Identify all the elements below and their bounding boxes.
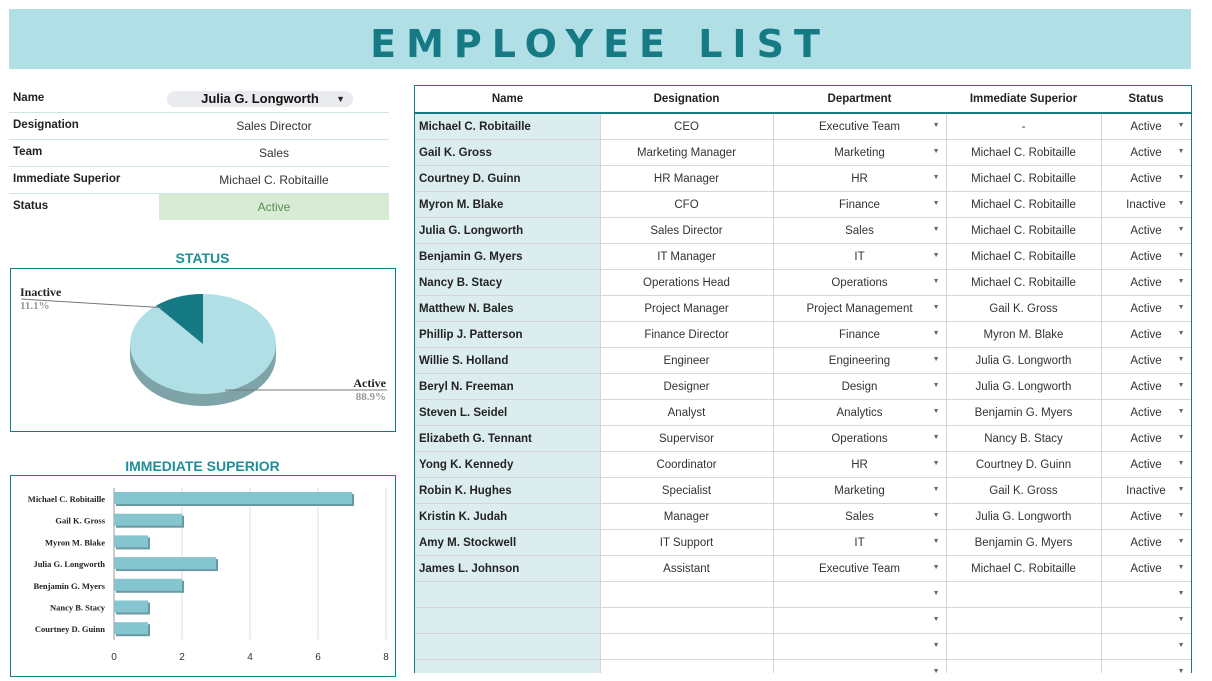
superior-value: Michael C. Robitaille bbox=[219, 173, 329, 187]
status-cell[interactable]: Active ▼ bbox=[1101, 348, 1191, 374]
table-row bbox=[415, 452, 1191, 478]
superior-cell: Benjamin G. Myers bbox=[946, 400, 1101, 426]
name-cell: Phillip J. Patterson bbox=[415, 322, 600, 348]
bar-x-tick: 4 bbox=[247, 651, 253, 663]
status-cell[interactable]: Active ▼ bbox=[1101, 556, 1191, 582]
col-header-name: Name bbox=[415, 86, 600, 113]
superior-cell: Michael C. Robitaille bbox=[946, 270, 1101, 296]
table-row bbox=[415, 634, 1191, 660]
bar bbox=[114, 492, 352, 504]
status-cell[interactable]: Active ▼ bbox=[1101, 270, 1191, 296]
department-cell[interactable]: Project Management ▼ bbox=[773, 296, 946, 322]
table-row bbox=[415, 478, 1191, 504]
table-header-row bbox=[415, 86, 1191, 113]
designation-cell bbox=[600, 582, 773, 608]
superior-cell: Michael C. Robitaille bbox=[946, 556, 1101, 582]
bar bbox=[114, 601, 148, 613]
name-cell: Robin K. Hughes bbox=[415, 478, 600, 504]
name-cell: Julia G. Longworth bbox=[415, 218, 600, 244]
status-cell[interactable]: Active ▼ bbox=[1101, 140, 1191, 166]
superior-cell: Nancy B. Stacy bbox=[946, 426, 1101, 452]
superior-cell: Michael C. Robitaille bbox=[946, 192, 1101, 218]
name-cell: Yong K. Kennedy bbox=[415, 452, 600, 478]
status-cell[interactable] bbox=[1101, 634, 1191, 660]
status-cell[interactable] bbox=[1101, 608, 1191, 634]
status-cell[interactable]: Inactive ▼ bbox=[1101, 192, 1191, 218]
team-label: Team bbox=[13, 146, 43, 158]
status-cell[interactable]: Active ▼ bbox=[1101, 166, 1191, 192]
employee-name-select[interactable] bbox=[167, 91, 353, 107]
page-title: EMPLOYEE LIST bbox=[370, 22, 830, 66]
designation-cell: Engineer bbox=[600, 348, 773, 374]
status-cell[interactable]: Active ▼ bbox=[1101, 504, 1191, 530]
superior-cell bbox=[946, 660, 1101, 674]
info-row-status bbox=[9, 194, 389, 220]
status-cell[interactable]: Active ▼ bbox=[1101, 426, 1191, 452]
name-cell: Michael C. Robitaille bbox=[415, 113, 600, 140]
bar-x-tick: 8 bbox=[383, 651, 389, 663]
designation-label: Designation bbox=[13, 119, 79, 131]
designation-cell bbox=[600, 634, 773, 660]
name-cell: Steven L. Seidel bbox=[415, 400, 600, 426]
bar-category-label: Michael C. Robitaille bbox=[27, 494, 105, 504]
col-header-superior: Immediate Superior bbox=[946, 86, 1101, 113]
table-row bbox=[415, 608, 1191, 634]
bar-category-label: Julia G. Longworth bbox=[33, 559, 105, 570]
designation-value: Sales Director bbox=[236, 119, 312, 133]
designation-cell: IT Support bbox=[600, 530, 773, 556]
designation-cell bbox=[600, 660, 773, 674]
designation-cell: Analyst bbox=[600, 400, 773, 426]
table-row bbox=[415, 426, 1191, 452]
status-pie-svg bbox=[11, 269, 395, 431]
department-cell[interactable]: Analytics ▼ bbox=[773, 400, 946, 426]
department-cell[interactable]: Executive Team ▼ bbox=[773, 113, 946, 140]
designation-cell: HR Manager bbox=[600, 166, 773, 192]
superior-cell: Courtney D. Guinn bbox=[946, 452, 1101, 478]
table-row bbox=[415, 113, 1191, 140]
bar bbox=[114, 622, 148, 634]
table-row bbox=[415, 166, 1191, 192]
name-cell: Beryl N. Freeman bbox=[415, 374, 600, 400]
info-row-name bbox=[9, 86, 389, 113]
department-cell[interactable] bbox=[773, 582, 946, 608]
name-label: Name bbox=[13, 92, 45, 104]
department-cell[interactable]: Executive Team ▼ bbox=[773, 556, 946, 582]
table-row bbox=[415, 374, 1191, 400]
bar-category-label: Courtney D. Guinn bbox=[34, 624, 105, 635]
superior-bar-svg bbox=[11, 476, 395, 676]
name-cell: Matthew N. Bales bbox=[415, 296, 600, 322]
department-cell[interactable]: Sales ▼ bbox=[773, 218, 946, 244]
department-cell[interactable]: Marketing ▼ bbox=[773, 140, 946, 166]
status-cell[interactable]: Active ▼ bbox=[1101, 218, 1191, 244]
superior-label: Immediate Superior bbox=[13, 173, 121, 185]
superior-cell: Michael C. Robitaille bbox=[946, 244, 1101, 270]
superior-cell: Michael C. Robitaille bbox=[946, 140, 1101, 166]
status-value: Active bbox=[159, 194, 389, 220]
status-cell[interactable]: Active ▼ bbox=[1101, 322, 1191, 348]
pie-value-inactive: 11.1% bbox=[20, 300, 50, 312]
bar-x-tick: 0 bbox=[111, 651, 117, 663]
name-cell bbox=[415, 660, 600, 674]
table-row bbox=[415, 660, 1191, 674]
info-row-superior bbox=[9, 167, 389, 194]
table-row bbox=[415, 140, 1191, 166]
pie-label-inactive: Inactive bbox=[20, 285, 62, 299]
name-cell: James L. Johnson bbox=[415, 556, 600, 582]
superior-cell: Gail K. Gross bbox=[946, 478, 1101, 504]
designation-cell: CFO bbox=[600, 192, 773, 218]
name-cell: Nancy B. Stacy bbox=[415, 270, 600, 296]
bar bbox=[114, 514, 182, 526]
name-cell: Amy M. Stockwell bbox=[415, 530, 600, 556]
table-row bbox=[415, 530, 1191, 556]
designation-cell: Sales Director bbox=[600, 218, 773, 244]
superior-cell: Julia G. Longworth bbox=[946, 374, 1101, 400]
superior-cell: Michael C. Robitaille bbox=[946, 218, 1101, 244]
employee-table bbox=[414, 85, 1192, 673]
designation-cell: Assistant bbox=[600, 556, 773, 582]
department-cell[interactable]: Operations ▼ bbox=[773, 270, 946, 296]
status-cell[interactable]: Active ▼ bbox=[1101, 374, 1191, 400]
status-cell[interactable]: Active ▼ bbox=[1101, 452, 1191, 478]
pie-value-active: 88.9% bbox=[355, 391, 386, 403]
table-row bbox=[415, 582, 1191, 608]
status-cell[interactable] bbox=[1101, 582, 1191, 608]
status-cell[interactable]: Active ▼ bbox=[1101, 296, 1191, 322]
superior-cell: Benjamin G. Myers bbox=[946, 530, 1101, 556]
info-row-designation bbox=[9, 113, 389, 140]
name-cell: Courtney D. Guinn bbox=[415, 166, 600, 192]
superior-chart bbox=[10, 475, 396, 677]
table-row bbox=[415, 556, 1191, 582]
department-cell[interactable]: IT ▼ bbox=[773, 530, 946, 556]
bar-x-tick: 6 bbox=[315, 651, 321, 663]
status-cell[interactable]: Active ▼ bbox=[1101, 113, 1191, 140]
department-cell[interactable]: HR ▼ bbox=[773, 166, 946, 192]
table-row bbox=[415, 322, 1191, 348]
superior-cell bbox=[946, 582, 1101, 608]
designation-cell: Manager bbox=[600, 504, 773, 530]
status-cell[interactable]: Active ▼ bbox=[1101, 400, 1191, 426]
status-cell[interactable] bbox=[1101, 660, 1191, 674]
status-chart bbox=[10, 268, 396, 432]
department-cell[interactable]: Sales ▼ bbox=[773, 504, 946, 530]
name-cell: Benjamin G. Myers bbox=[415, 244, 600, 270]
name-cell bbox=[415, 608, 600, 634]
department-cell[interactable]: Marketing ▼ bbox=[773, 478, 946, 504]
team-value: Sales bbox=[258, 146, 290, 160]
superior-cell: Michael C. Robitaille bbox=[946, 166, 1101, 192]
table-row bbox=[415, 296, 1191, 322]
superior-cell: - bbox=[946, 113, 1101, 140]
name-cell bbox=[415, 582, 600, 608]
employee-name-value: Julia G. Longworth bbox=[201, 91, 319, 106]
designation-cell: Marketing Manager bbox=[600, 140, 773, 166]
designation-cell bbox=[600, 608, 773, 634]
table-row bbox=[415, 504, 1191, 530]
col-header-status: Status bbox=[1101, 86, 1191, 113]
designation-cell: Designer bbox=[600, 374, 773, 400]
col-header-department: Department bbox=[773, 86, 946, 113]
department-cell[interactable]: Finance ▼ bbox=[773, 192, 946, 218]
name-cell: Willie S. Holland bbox=[415, 348, 600, 374]
name-cell bbox=[415, 634, 600, 660]
designation-cell: Project Manager bbox=[600, 296, 773, 322]
name-cell: Gail K. Gross bbox=[415, 140, 600, 166]
superior-cell: Julia G. Longworth bbox=[946, 348, 1101, 374]
name-cell: Kristin K. Judah bbox=[415, 504, 600, 530]
bar-category-label: Gail K. Gross bbox=[55, 515, 105, 526]
superior-chart-title: IMMEDIATE SUPERIOR bbox=[125, 458, 280, 474]
name-cell: Elizabeth G. Tennant bbox=[415, 426, 600, 452]
table-row bbox=[415, 270, 1191, 296]
department-cell[interactable]: IT ▼ bbox=[773, 244, 946, 270]
department-cell[interactable]: Finance ▼ bbox=[773, 322, 946, 348]
superior-cell: Julia G. Longworth bbox=[946, 504, 1101, 530]
designation-cell: Coordinator bbox=[600, 452, 773, 478]
status-label: Status bbox=[13, 200, 49, 212]
name-cell: Myron M. Blake bbox=[415, 192, 600, 218]
status-cell[interactable]: Active ▼ bbox=[1101, 244, 1191, 270]
dropdown-caret-icon: ▼ bbox=[336, 94, 345, 104]
bar-category-label: Myron M. Blake bbox=[44, 537, 105, 548]
bar-category-label: Benjamin G. Myers bbox=[33, 580, 105, 591]
department-cell[interactable]: Design ▼ bbox=[773, 374, 946, 400]
designation-cell: Specialist bbox=[600, 478, 773, 504]
department-cell[interactable] bbox=[773, 608, 946, 634]
department-cell[interactable] bbox=[773, 660, 946, 674]
table-row bbox=[415, 244, 1191, 270]
designation-cell: Operations Head bbox=[600, 270, 773, 296]
designation-cell: IT Manager bbox=[600, 244, 773, 270]
bar bbox=[114, 557, 216, 569]
bar bbox=[114, 535, 148, 547]
info-row-team bbox=[9, 140, 389, 167]
title-banner bbox=[9, 9, 1191, 69]
department-cell[interactable]: HR ▼ bbox=[773, 452, 946, 478]
department-cell[interactable]: Operations ▼ bbox=[773, 426, 946, 452]
pie-label-active: Active bbox=[353, 376, 386, 390]
bar bbox=[114, 579, 182, 591]
designation-cell: CEO bbox=[600, 113, 773, 140]
table-row bbox=[415, 400, 1191, 426]
designation-cell: Finance Director bbox=[600, 322, 773, 348]
col-header-designation: Designation bbox=[600, 86, 773, 113]
superior-cell: Gail K. Gross bbox=[946, 296, 1101, 322]
table-row bbox=[415, 348, 1191, 374]
superior-cell bbox=[946, 608, 1101, 634]
bar-x-tick: 2 bbox=[179, 651, 185, 663]
bar-category-label: Nancy B. Stacy bbox=[49, 602, 105, 613]
status-chart-title: STATUS bbox=[175, 250, 230, 266]
department-cell[interactable]: Engineering ▼ bbox=[773, 348, 946, 374]
status-cell[interactable]: Inactive ▼ bbox=[1101, 478, 1191, 504]
superior-cell bbox=[946, 634, 1101, 660]
table-row bbox=[415, 218, 1191, 244]
department-cell[interactable] bbox=[773, 634, 946, 660]
superior-cell: Myron M. Blake bbox=[946, 322, 1101, 348]
employee-info-panel bbox=[9, 86, 389, 220]
status-cell[interactable]: Active ▼ bbox=[1101, 530, 1191, 556]
designation-cell: Supervisor bbox=[600, 426, 773, 452]
table-row bbox=[415, 192, 1191, 218]
